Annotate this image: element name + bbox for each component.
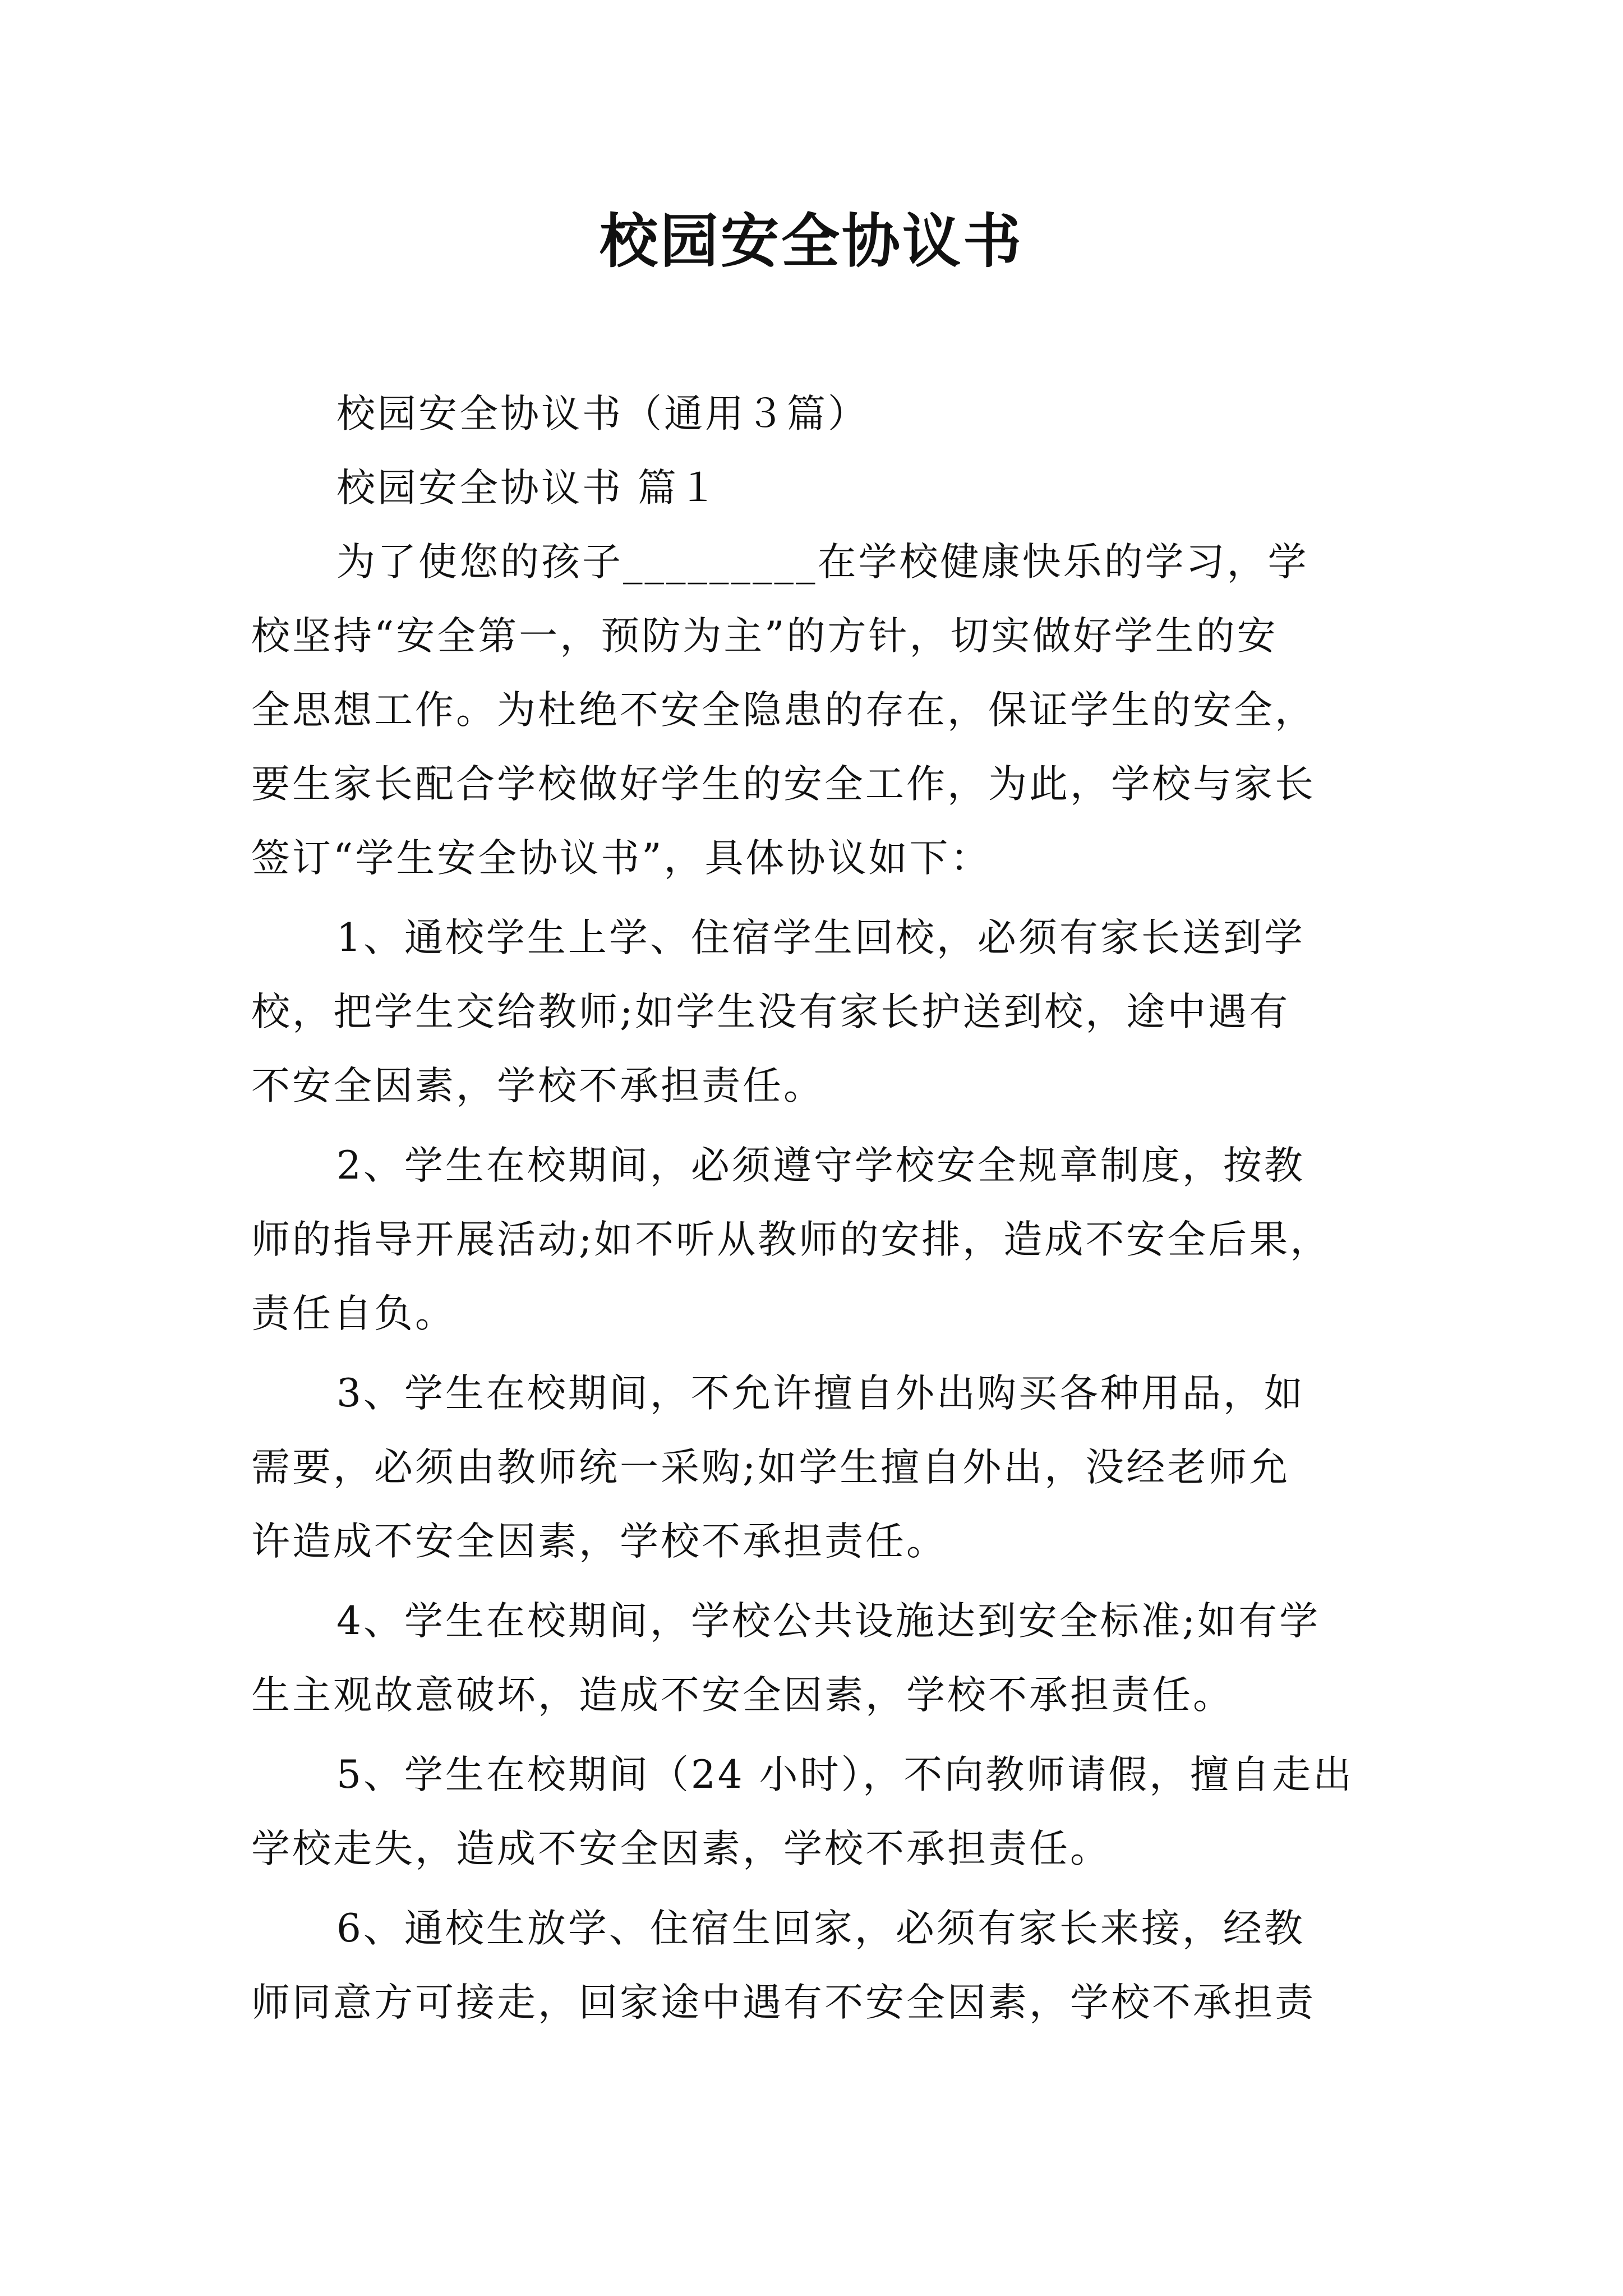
text-line: 校，把学生交给教师;如学生没有家长护送到校，途中遇有	[251, 990, 1290, 1034]
text-line: 校坚持“安全第一，预防为主”的方针，切实做好学生的安	[251, 614, 1278, 659]
text-line: 校园安全协议书 篇１	[336, 466, 720, 510]
text-line: 签订“学生安全协议书”，具体协议如下：	[251, 836, 992, 881]
text-line: 不安全因素，学校不承担责任。	[251, 1064, 824, 1108]
text-line: 4、学生在校期间，学校公共设施达到安全标准;如有学	[336, 1599, 1321, 1644]
text-line: 2、学生在校期间，必须遵守学校安全规章制度，按教	[336, 1143, 1305, 1188]
text-line: 许造成不安全因素，学校不承担责任。	[251, 1519, 947, 1564]
text-line: 学校走失，造成不安全因素，学校不承担责任。	[251, 1826, 1111, 1871]
text-line: 责任自负。	[251, 1291, 456, 1336]
text-line: 3、学生在校期间，不允许擅自外出购买各种用品，如	[336, 1371, 1305, 1416]
text-line: 1、通校学生上学、住宿学生回校，必须有家长送到学	[336, 915, 1305, 960]
text-line: 全思想工作。为杜绝不安全隐患的存在，保证学生的安全，	[251, 688, 1316, 733]
text-line: 校园安全协议书（通用３篇）	[336, 392, 869, 436]
text-line: 要生家长配合学校做好学生的安全工作，为此，学校与家长	[251, 762, 1316, 807]
text-line: 需要，必须由教师统一采购;如学生擅自外出，没经老师允	[251, 1445, 1290, 1490]
text-line: 5、学生在校期间（24 小时），不向教师请假，擅自走出	[336, 1752, 1354, 1797]
document-title: 校园安全协议书	[599, 206, 1023, 275]
text-line: 为了使您的孩子_________在学校健康快乐的学习，学	[336, 540, 1309, 585]
text-line: 师的指导开展活动;如不听从教师的安排，造成不安全后果，	[251, 1217, 1331, 1262]
text-line: 师同意方可接走，回家途中遇有不安全因素，学校不承担责	[251, 1980, 1316, 2025]
text-line: 6、通校生放学、住宿生回家，必须有家长来接，经教	[336, 1906, 1305, 1951]
text-line: 生主观故意破坏，造成不安全因素，学校不承担责任。	[251, 1673, 1234, 1718]
